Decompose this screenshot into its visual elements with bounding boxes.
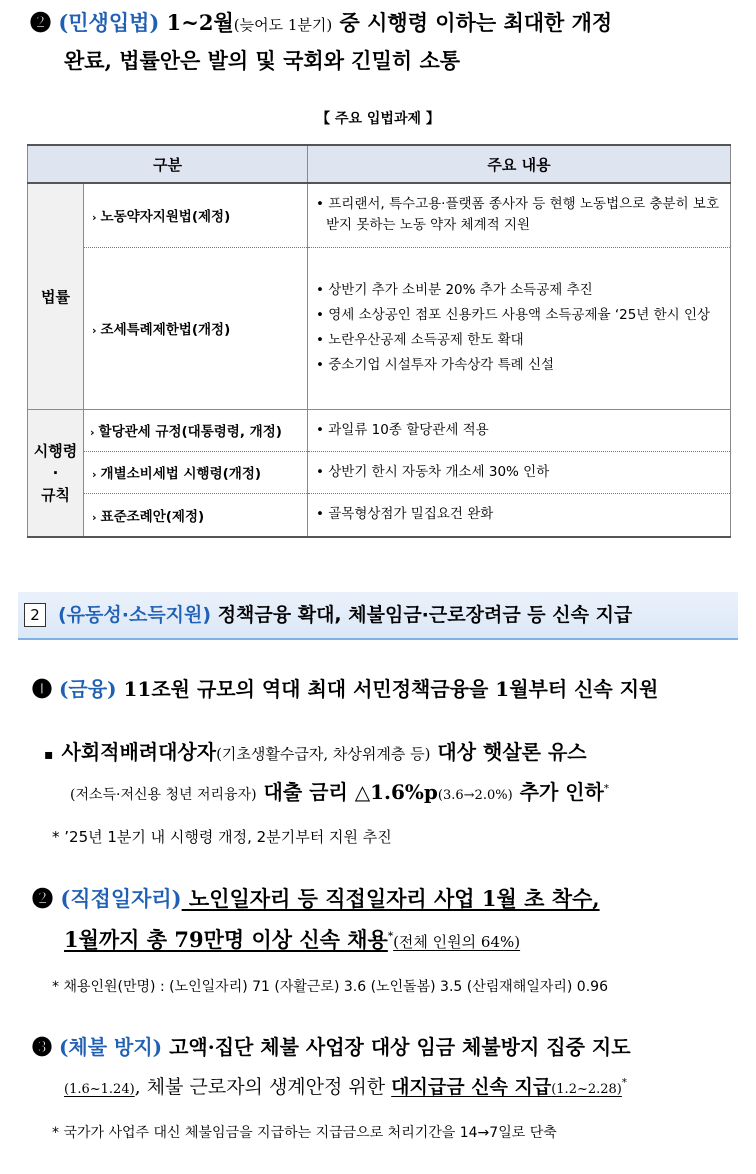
table-header-content: 주요 내용 (308, 145, 731, 183)
item2-line1 (30, 8, 612, 40)
table-row-item: › 노동약자지원법(제정) (84, 183, 308, 247)
item2-text-a: 1~2월 (159, 10, 234, 35)
p1-footnote: * ’25년 1분기 내 시행령 개정, 2분기부터 지원 추진 (52, 828, 392, 846)
table-row-item: › 표준조례안(제정) (84, 493, 308, 537)
p1-text: 11조원 규모의 역대 최대 서민정책금융을 1월부터 신속 지원 (116, 677, 659, 701)
item2-number: ❷ (30, 10, 51, 35)
table-row-item: › 할당관세 규정(대통령령, 개정) (84, 409, 308, 451)
p1-tag: (금융) (58, 677, 117, 701)
p3-heading: ❸ (체불 방지) 고액·집단 체불 사업장 대상 임금 체불방지 집중 지도 (32, 1035, 631, 1059)
section2-number: 2 (24, 603, 46, 627)
table-title: 【 주요 입법과제 】 (316, 111, 440, 127)
item2-line2: 완료, 법률안은 발의 및 국회와 긴밀히 소통 (64, 48, 461, 73)
p3-line2: (1.6~1.24), 체불 근로자의 생계안정 위한 대지급금 신속 지급(1.2~2.28)* (64, 1076, 627, 1098)
table-row-desc: • 상반기 한시 자동차 개소세 30% 인하 (308, 451, 731, 493)
section2-title: (유동성·소득지원) 정책금융 확대, 체불임금·근로장려금 등 신속 지급 (58, 604, 633, 626)
item2-text-b: (늦어도 1분기) (233, 16, 333, 34)
table-row-item: › 조세특례제한법(개정) (84, 247, 308, 409)
table-row-desc: • 상반기 추가 소비분 20% 추가 소득공제 추진 • 영세 소상공인 점포 신용카드 사용액 소득공제율 ‘25년 한시 인상 • 노란우산공제 소득공제 한도 확대 • 중소기업 시설투자 가속상각 특례 신설 (308, 247, 731, 409)
item2-text-c: 중 시행령 이하는 최대한 개정 (332, 10, 613, 35)
p2-heading: ❷ (직접일자리) 노인일자리 등 직접일자리 사업 1월 초 착수, (32, 886, 600, 911)
p2-line2: 1월까지 총 79만명 이상 신속 채용*(전체 인원의 64%) (64, 927, 521, 952)
table-row-desc: • 프리랜서, 특수고용·플랫폼 종사자 등 현행 노동법으로 충분히 보호받지 못하는 노동 약자 체계적 지원 (308, 183, 731, 247)
p3-footnote: * 국가가 사업주 대신 체불임금을 지급하는 지급금으로 처리기간을 14→7일로 단축 (52, 1125, 557, 1141)
legislation-table (27, 144, 731, 538)
table-row-item: › 개별소비세법 시행령(개정) (84, 451, 308, 493)
p1-bullet-line2: (저소득·저신용 청년 저리융자) 대출 금리 △1.6%p(3.6→2.0%) 추가 인하* (70, 780, 609, 804)
item2-tag: (민생입법) (58, 10, 160, 35)
p1-bullet-line1: ▪ 사회적배려대상자(기초생활수급자, 차상위계층 등) 대상 햇살론 유스 (44, 740, 587, 764)
section2-header (18, 592, 738, 640)
category-decree: 시행령 · 규칙 (28, 409, 84, 537)
category-law: 법률 (28, 183, 84, 409)
p2-footnote: * 채용인원(만명) : (노인일자리) 71 (자활근로) 3.6 (노인돌봄) 3.5 (산림재해일자리) 0.96 (52, 979, 608, 995)
table-row-desc: • 골목형상점가 밀집요건 완화 (308, 493, 731, 537)
p1-heading (32, 674, 658, 704)
p1-number: ❶ (32, 677, 52, 701)
table-header-category: 구분 (28, 145, 308, 183)
table-row-desc: • 과일류 10종 할당관세 적용 (308, 409, 731, 451)
